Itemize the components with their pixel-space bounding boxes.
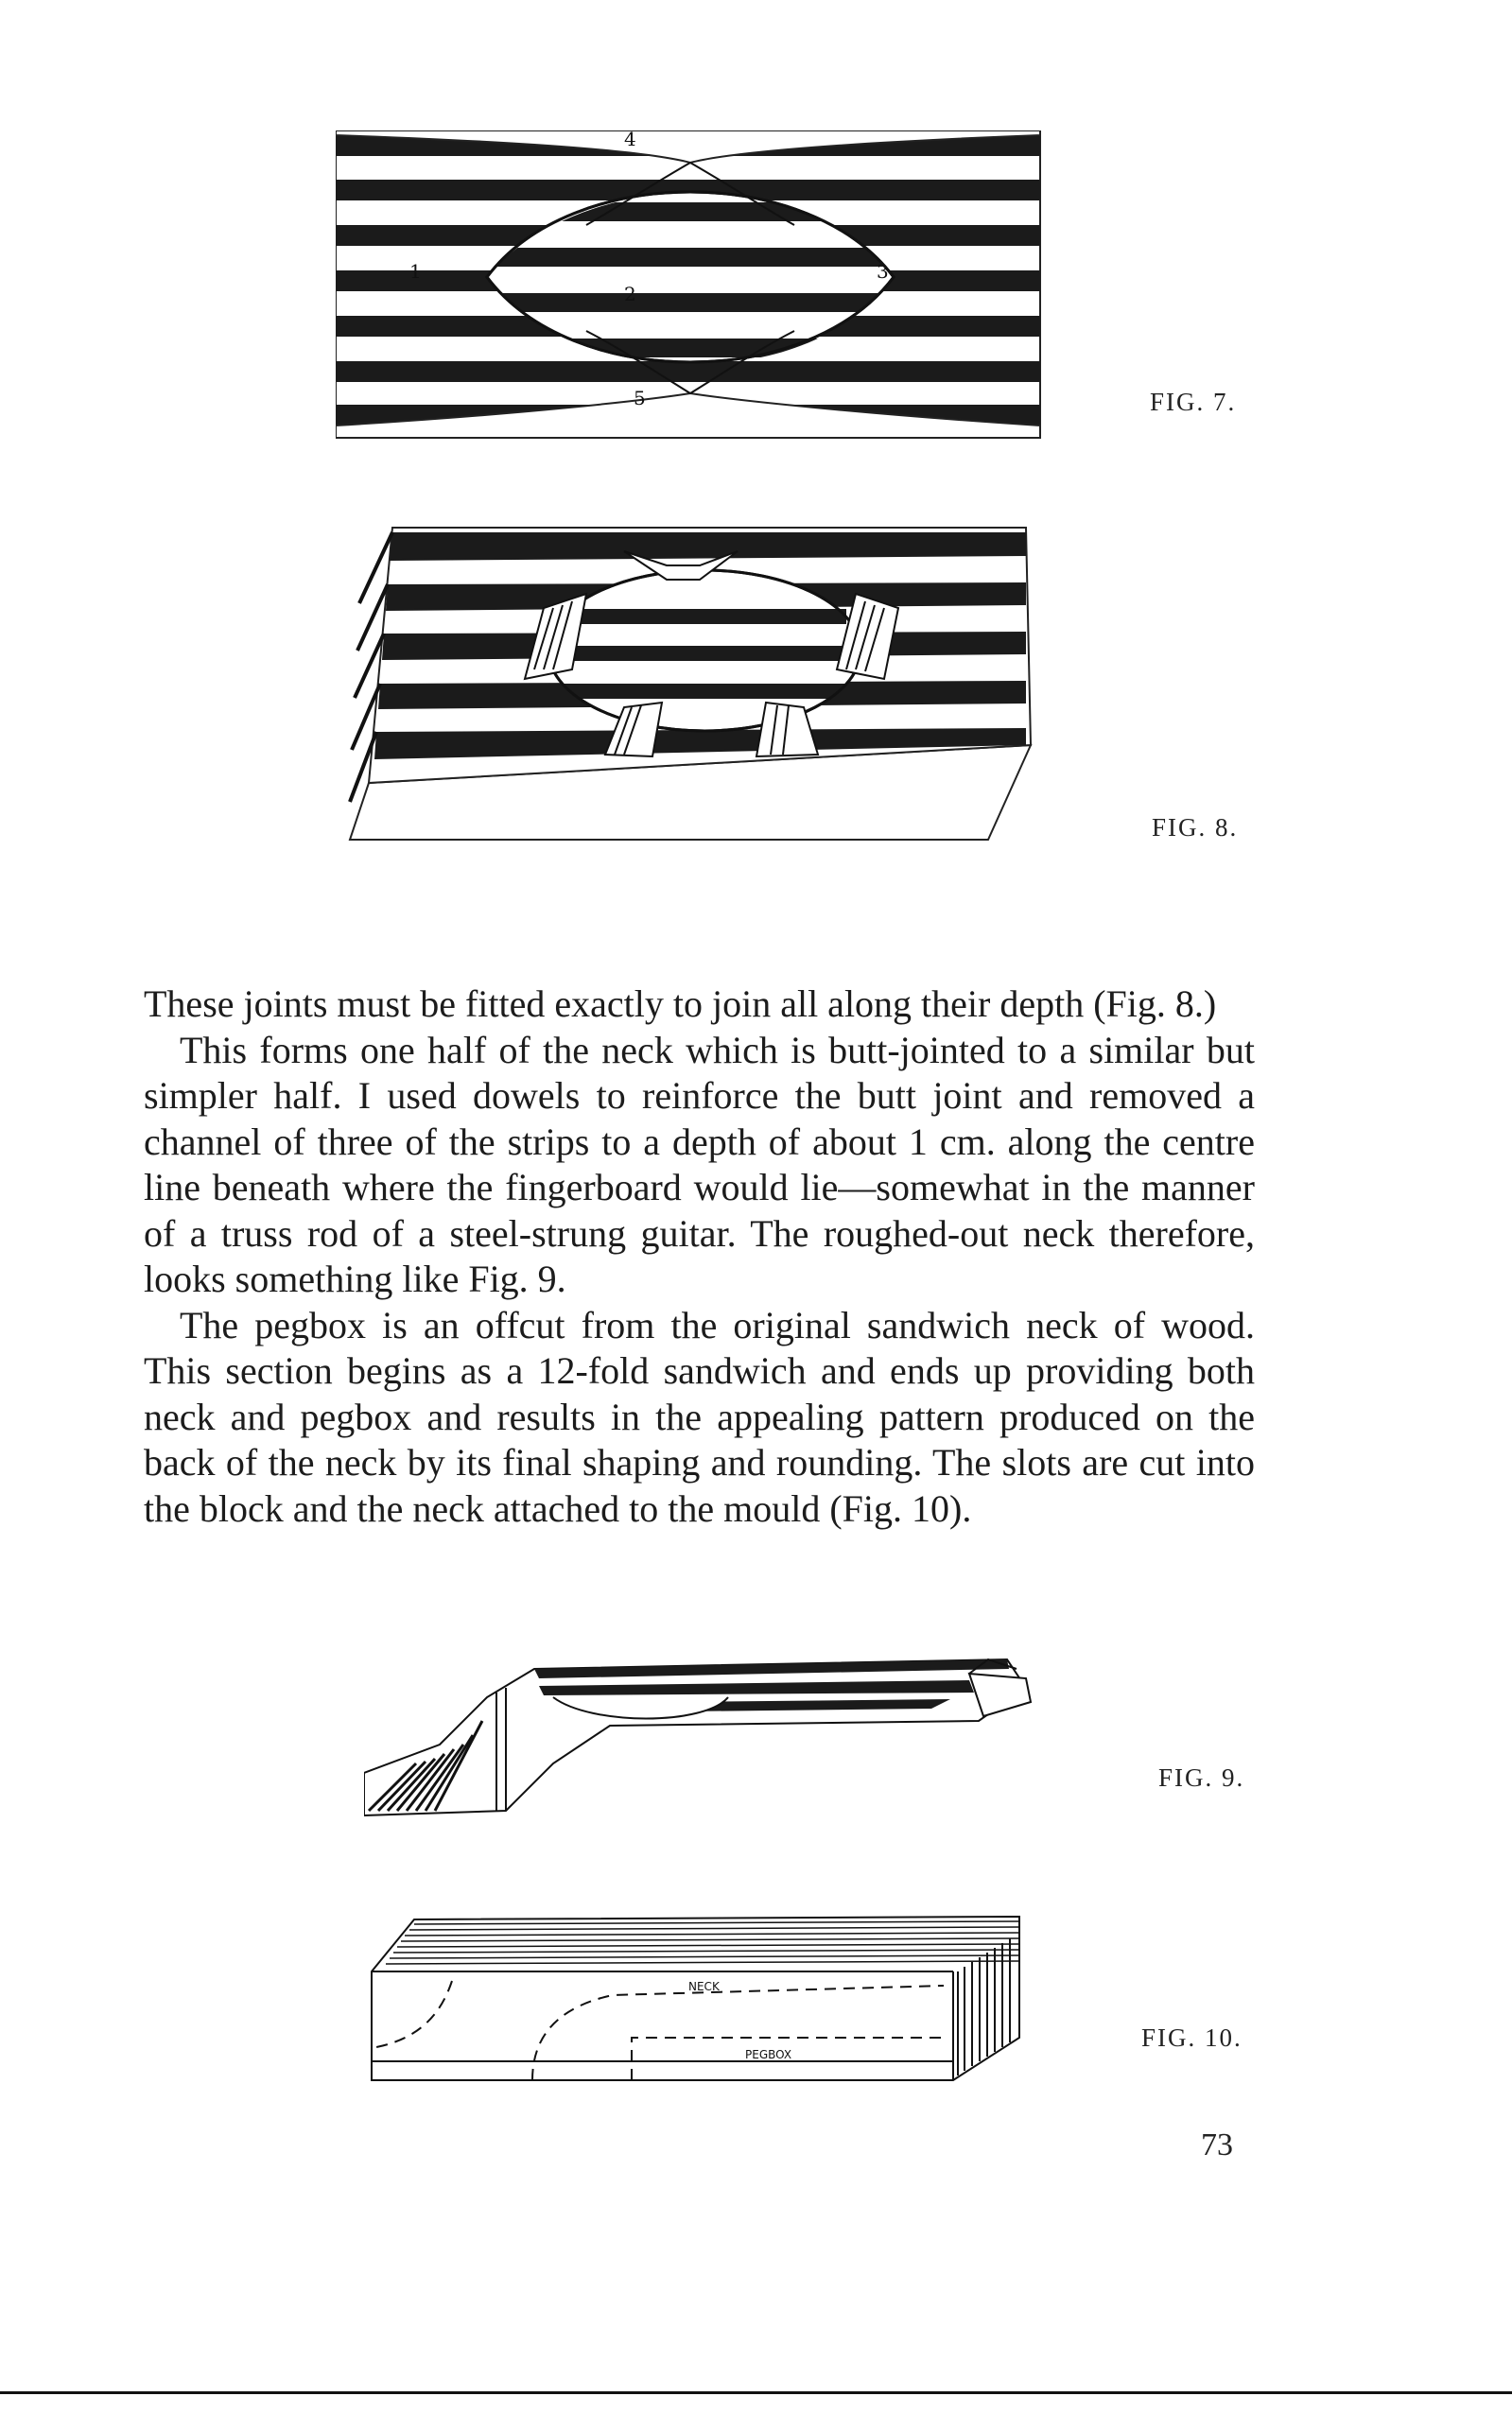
fig10-neck-label: NECK	[688, 1980, 720, 1993]
figure-8-illustration	[340, 518, 1050, 849]
fig7-marker-bottom: 5	[634, 387, 646, 409]
fig10-pegbox-label: PEGBOX	[745, 2048, 792, 2061]
figure-8-caption: FIG. 8.	[1152, 813, 1239, 842]
bottom-rule	[0, 2391, 1512, 2394]
paragraph: This forms one half of the neck which is butt-jointed to a similar but simpler half. I used dowels to reinforce the butt joint and removed a channel of three of the strips to a depth of about 1 cm. along the centre line beneath where the fingerboard would lie—somewhat in the manner of a truss rod of a steel-strung guitar. The roughed-out neck therefore, looks something like Fig. 9.	[144, 1028, 1255, 1300]
figure-7-illustration	[336, 130, 1045, 443]
fig7-marker-left: 1	[409, 260, 422, 283]
page-number: 73	[1201, 2127, 1233, 2162]
fig7-marker-top: 4	[624, 130, 636, 150]
body-text	[144, 981, 1255, 1532]
paragraph: These joints must be fitted exactly to join all along their depth (Fig. 8.)	[144, 982, 1217, 1025]
figure-9-illustration	[364, 1650, 1045, 1820]
figure-10-caption: FIG. 10.	[1141, 2023, 1243, 2052]
figure-7-caption: FIG. 7.	[1150, 388, 1237, 416]
figure-10-illustration	[367, 1905, 1029, 2085]
fig7-marker-right: 3	[877, 260, 889, 283]
figure-9-caption: FIG. 9.	[1158, 1763, 1245, 1792]
paragraph: The pegbox is an offcut from the original sandwich neck of wood. This section begins as a 12-fold sandwich and ends up providing both neck and pegbox and results in the appealing pattern produced on the back of the neck by its final shaping and rounding. The slots are cut into the block and the neck attached to the mould (Fig. 10).	[144, 1303, 1255, 1530]
fig7-marker-center: 2	[624, 283, 636, 305]
